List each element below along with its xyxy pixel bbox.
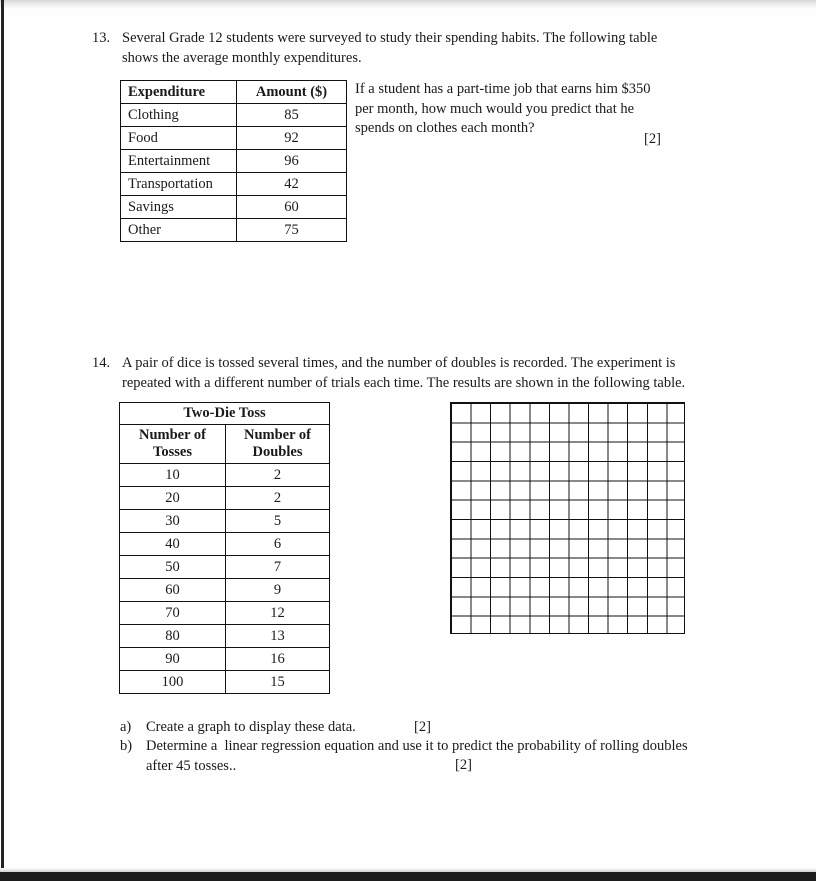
- header-line-2: Tosses: [153, 444, 192, 460]
- table-row: [121, 219, 347, 242]
- tosses-value: 40: [120, 533, 226, 556]
- question-14-number: 14.: [92, 355, 111, 371]
- expenditure-amount: 92: [237, 127, 347, 150]
- header-line-1: Number of: [244, 427, 311, 443]
- expenditure-label: Entertainment: [121, 150, 237, 173]
- expenditure-amount: 42: [237, 173, 347, 196]
- column-header-expenditure: Expenditure: [121, 81, 237, 104]
- tosses-value: 90: [120, 648, 226, 671]
- header-line-1: Number of: [139, 427, 206, 443]
- column-header-number-of-doubles: [226, 425, 330, 464]
- sub-item-a-text: Create a graph to display these data.: [146, 719, 356, 735]
- expenditure-label: Savings: [121, 196, 237, 219]
- tosses-value: 70: [120, 602, 226, 625]
- expenditure-amount: 60: [237, 196, 347, 219]
- question-13-number: 13.: [92, 30, 111, 46]
- table-header-row: [121, 81, 347, 104]
- sub-item-b-letter: b): [120, 738, 133, 754]
- expenditure-amount: 85: [237, 104, 347, 127]
- table-row: [121, 127, 347, 150]
- doubles-value: 13: [226, 625, 330, 648]
- sub-item-b-marks: [2]: [455, 757, 472, 773]
- sub-item-b-text: Determine a linear regression equation and use it to predict the probability of rolling doubles after 45 tosses..: [146, 738, 692, 774]
- tosses-value: 50: [120, 556, 226, 579]
- table-row: [120, 648, 330, 671]
- doubles-value: 7: [226, 556, 330, 579]
- table-row: [120, 510, 330, 533]
- expenditure-label: Other: [121, 219, 237, 242]
- doubles-value: 12: [226, 602, 330, 625]
- tosses-value: 80: [120, 625, 226, 648]
- column-header-number-of-tosses: [120, 425, 226, 464]
- expenditure-amount: 96: [237, 150, 347, 173]
- scan-bottom-edge: [0, 872, 816, 881]
- expenditure-table: [120, 80, 347, 242]
- expenditure-label: Clothing: [121, 104, 237, 127]
- blank-graph-grid: [450, 402, 685, 634]
- table-row: [121, 196, 347, 219]
- doubles-value: 2: [226, 464, 330, 487]
- doubles-value: 15: [226, 671, 330, 694]
- tosses-value: 100: [120, 671, 226, 694]
- question-14-prompt: A pair of dice is tossed several times, and the number of doubles is recorded. The experiment is repeated with a different number of trials each time. The results are shown in the following table.: [122, 355, 686, 391]
- doubles-value: 16: [226, 648, 330, 671]
- doubles-value: 6: [226, 533, 330, 556]
- header-line-2: Doubles: [252, 444, 303, 460]
- table-row: [120, 671, 330, 694]
- tosses-value: 10: [120, 464, 226, 487]
- table-row: [120, 487, 330, 510]
- expenditure-label: Food: [121, 127, 237, 150]
- expenditure-amount: 75: [237, 219, 347, 242]
- doubles-value: 2: [226, 487, 330, 510]
- scan-top-shadow: [0, 0, 816, 10]
- table-row: [121, 150, 347, 173]
- table-header-row: [120, 425, 330, 464]
- scan-left-edge: [1, 0, 4, 881]
- table-row: [120, 556, 330, 579]
- question-13-marks: [2]: [644, 131, 661, 147]
- doubles-value: 9: [226, 579, 330, 602]
- table-row: [120, 533, 330, 556]
- toss-table-title: Two-Die Toss: [120, 403, 330, 425]
- table-row: [121, 173, 347, 196]
- column-header-amount: Amount ($): [237, 81, 347, 104]
- tosses-value: 30: [120, 510, 226, 533]
- two-die-toss-table: [119, 402, 330, 694]
- tosses-value: 20: [120, 487, 226, 510]
- question-13-prompt: Several Grade 12 students were surveyed to study their spending habits. The following table shows the average monthly expenditures.: [122, 30, 658, 66]
- tosses-value: 60: [120, 579, 226, 602]
- table-row: [120, 625, 330, 648]
- sub-item-a-marks: [2]: [414, 719, 431, 735]
- table-row: [120, 602, 330, 625]
- table-title-row: [120, 403, 330, 425]
- table-row: [120, 579, 330, 602]
- table-row: [121, 104, 347, 127]
- table-row: [120, 464, 330, 487]
- expenditure-label: Transportation: [121, 173, 237, 196]
- doubles-value: 5: [226, 510, 330, 533]
- question-13-side-prompt: If a student has a part-time job that earns him $350 per month, how much would you predict that he spends on clothes each month?: [355, 81, 651, 136]
- sub-item-a-letter: a): [120, 719, 132, 735]
